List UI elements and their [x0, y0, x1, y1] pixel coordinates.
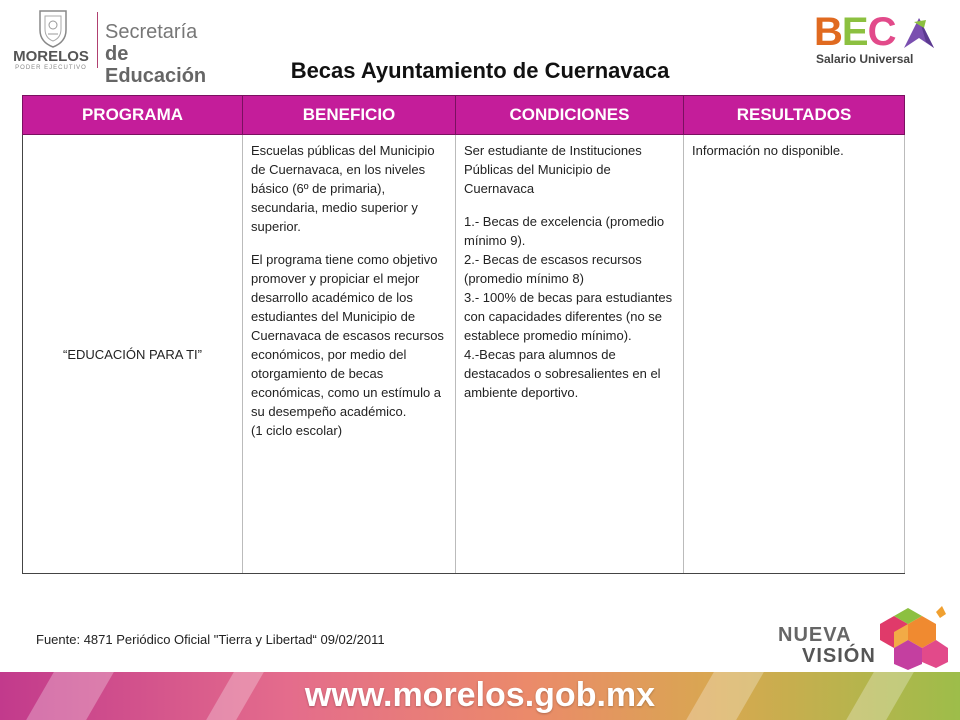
- condiciones-intro: Ser estudiante de Instituciones Públicas del Municipio de Cuernavaca: [464, 143, 642, 196]
- cell-condiciones: [456, 135, 684, 574]
- page-title: Becas Ayuntamiento de Cuernavaca: [290, 58, 670, 83]
- morelos-wordmark: MORELOS: [13, 48, 89, 65]
- beca-letter-c: C: [867, 10, 896, 54]
- footer-band: [0, 672, 960, 720]
- condiciones-list: [464, 212, 675, 402]
- condiciones-item-1: 1.- Becas de excelencia (promedio mínimo 9).: [464, 214, 665, 248]
- beneficio-paragraph-3: (1 ciclo escolar): [251, 423, 343, 438]
- resultados-text: Información no disponible.: [692, 143, 844, 158]
- nueva-vision-line1: NUEVA: [778, 624, 852, 646]
- nueva-vision-line2: VISIÓN: [802, 645, 876, 667]
- table-header-row: [23, 96, 905, 135]
- beneficio-paragraph-1: Escuelas públicas del Municipio de Cuernavaca, en los niveles básico (6º de primaria), secundaria, medio superior y superior.: [251, 143, 435, 234]
- programa-name: “EDUCACIÓN PARA TI”: [63, 346, 202, 362]
- morelos-crest-icon: [36, 8, 70, 48]
- cell-programa: [23, 135, 243, 574]
- secretaria-label: Secretaría: [105, 21, 198, 43]
- becas-table: [22, 95, 905, 574]
- cell-resultados: [684, 135, 905, 574]
- footer-website-link[interactable]: www.morelos.gob.mx: [304, 676, 656, 714]
- condiciones-item-4: 4.-Becas para alumnos de destacados o sobresalientes en el ambiente deportivo.: [464, 347, 661, 400]
- condiciones-item-3: 3.- 100% de becas para estudiantes con capacidades diferentes (no se establece promedio mínimo).: [464, 290, 673, 343]
- beca-subtitle: Salario Universal: [816, 52, 914, 66]
- nueva-vision-hexagon-icon: [872, 604, 952, 670]
- beca-mark-icon: [900, 14, 938, 52]
- beca-letter-b: B: [814, 10, 842, 54]
- beca-letter-e: E: [841, 10, 868, 54]
- source-note: Fuente: 4871 Periódico Oficial "Tierra y Libertad“ 09/02/2011: [36, 632, 385, 647]
- header-condiciones: CONDICIONES: [456, 96, 684, 135]
- morelos-subtitle: PODER EJECUTIVO: [15, 65, 87, 71]
- condiciones-item-2: 2.- Becas de escasos recursos (promedio mínimo 8): [464, 252, 642, 286]
- header-beneficio: BENEFICIO: [243, 96, 456, 135]
- table-row: [23, 135, 905, 574]
- becas-table-wrapper: [22, 95, 904, 574]
- cell-beneficio: [243, 135, 456, 574]
- beneficio-paragraph-2: El programa tiene como objetivo promover y propiciar el mejor desarrollo académico de los estudiantes del Municipio de Cuernavaca de escasos recursos económicos, por medio del otorgamiento de becas económicas, como un estímulo a su desempeño académico.: [251, 252, 444, 419]
- beca-wordmark: [814, 10, 895, 54]
- nueva-vision-logo: [778, 604, 954, 674]
- header-programa: PROGRAMA: [23, 96, 243, 135]
- educacion-label: de Educación: [105, 43, 207, 87]
- header-resultados: RESULTADOS: [684, 96, 905, 135]
